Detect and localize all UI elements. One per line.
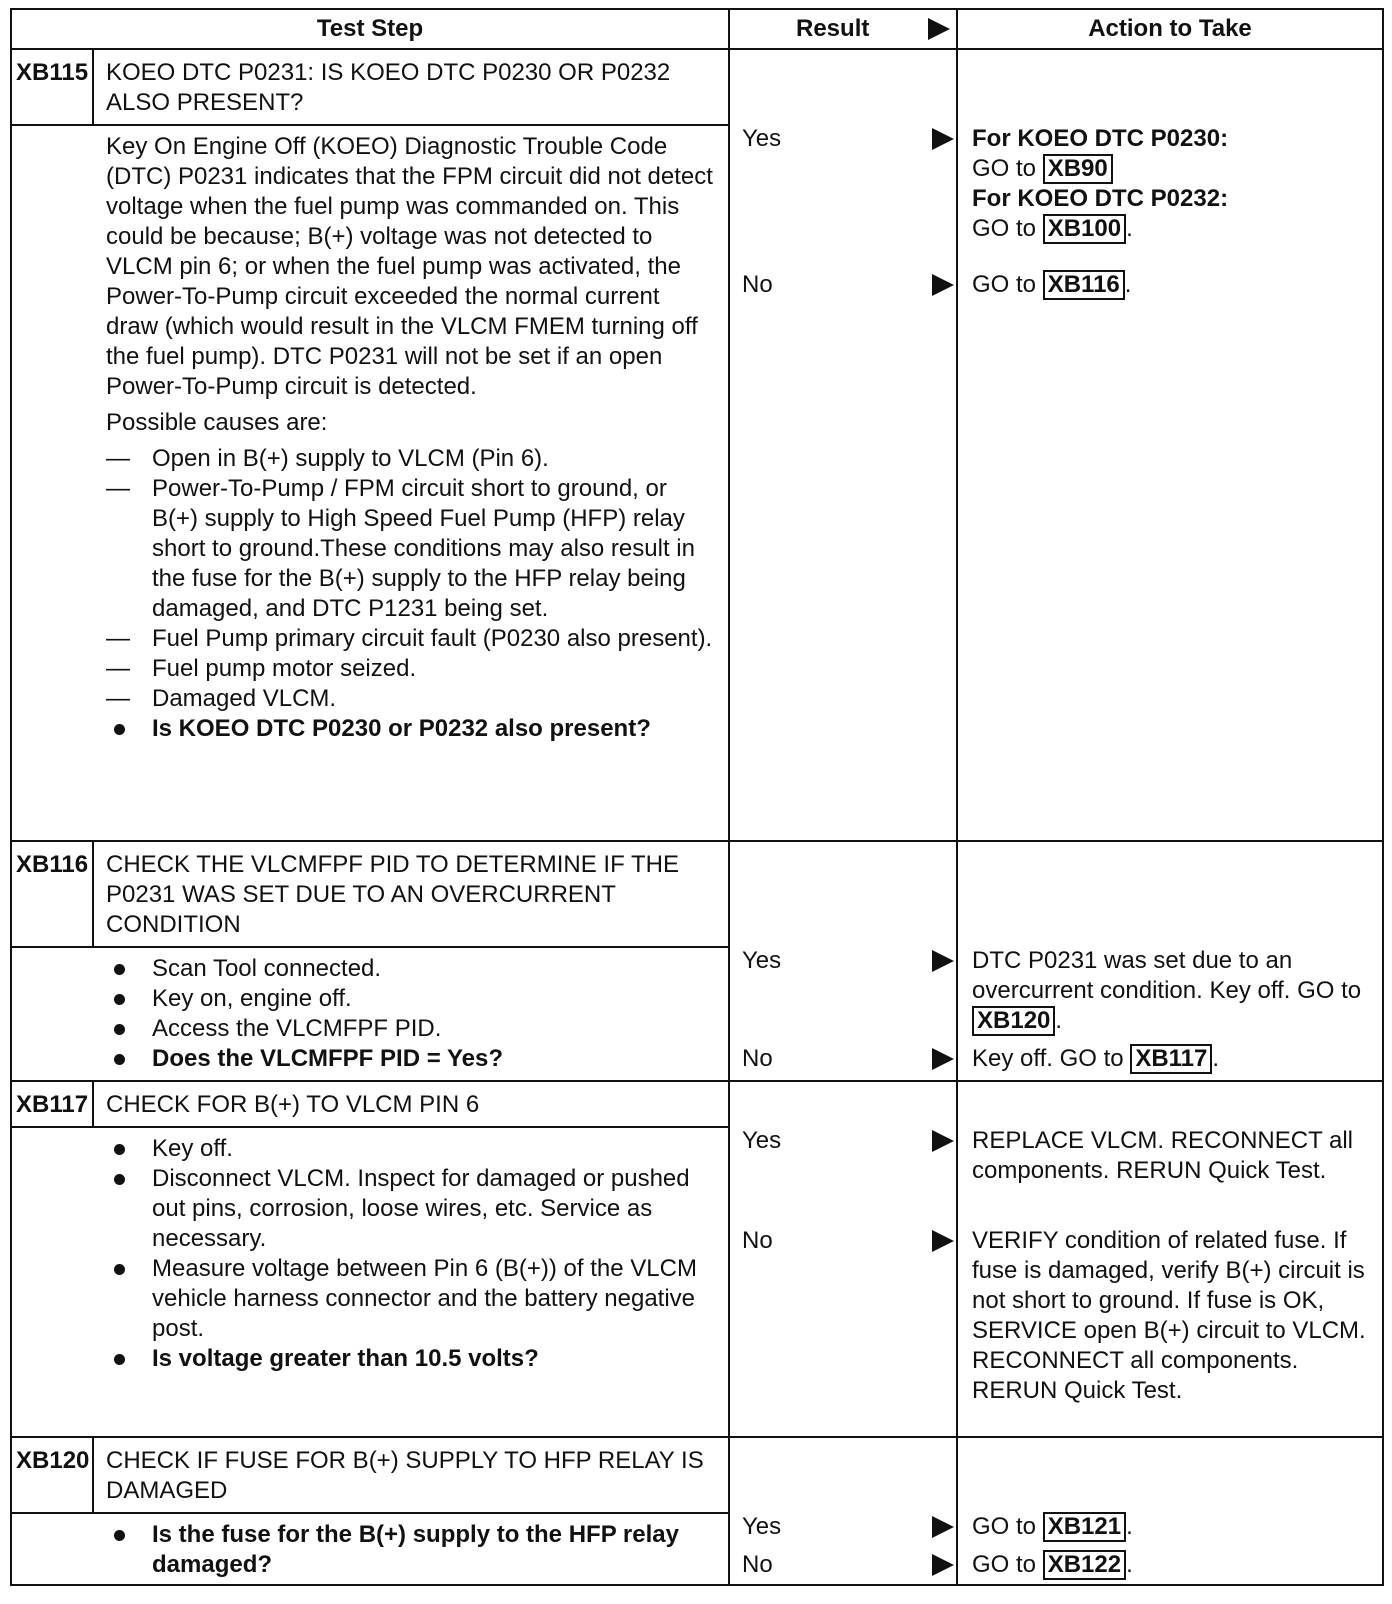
steps-list — [106, 1134, 718, 1374]
step-id: XB115 — [12, 50, 94, 124]
step-cell-xb115 — [11, 49, 729, 841]
arrow-right-icon — [932, 1048, 954, 1070]
step-body — [12, 1128, 728, 1378]
step-cell-xb120 — [11, 1437, 729, 1585]
arrow-right-icon — [932, 1230, 954, 1252]
result-yes — [742, 1512, 956, 1542]
action-yes — [972, 124, 1376, 244]
result-yes-label: Yes — [742, 125, 782, 152]
step-id: XB117 — [12, 1082, 94, 1126]
header-result — [729, 9, 957, 49]
goto-text: GO to — [972, 155, 1037, 182]
action-yes: DTC P0231 was set due to an overcurrent condition. Key off. GO to XB120 . — [972, 947, 1362, 1034]
step-question: Is voltage greater than 10.5 volts? — [106, 1344, 718, 1374]
arrow-right-icon — [932, 1130, 954, 1152]
goto-link[interactable]: XB100 — [1043, 214, 1126, 244]
step-question: Is the fuse for the B(+) supply to the HFP relay damaged? — [106, 1520, 718, 1580]
result-cell-xb115 — [729, 49, 957, 841]
action-cell-xb120 — [957, 1437, 1383, 1585]
list-item: Measure voltage between Pin 6 (B(+)) of the VLCM vehicle harness connector and the battery negative post. — [106, 1254, 718, 1344]
list-item: — Power-To-Pump / FPM circuit short to ground, or B(+) supply to High Speed Fuel Pump (HFP) relay short to ground.These conditions may also result in the fuse for the B(+) supply to the HFP relay being damaged, and DTC P1231 being set. — [106, 474, 718, 624]
step-question: Is KOEO DTC P0230 or P0232 also present? — [106, 714, 718, 744]
result-no-label: No — [742, 1045, 773, 1072]
result-yes — [742, 946, 956, 976]
question-list — [106, 714, 718, 744]
steps-list — [106, 954, 718, 1074]
action-yes-text: DTC P0231 was set due to an overcurrent condition. Key off. GO to — [972, 947, 1362, 1004]
result-yes — [742, 1126, 956, 1156]
step-question: Does the VLCMFPF PID = Yes? — [106, 1044, 718, 1074]
step-body — [12, 1514, 728, 1584]
arrow-right-icon — [932, 1516, 954, 1538]
list-item: Key off. — [106, 1134, 718, 1164]
result-yes-label: Yes — [742, 947, 782, 974]
list-item: Key on, engine off. — [106, 984, 718, 1014]
arrow-right-icon — [932, 128, 954, 150]
list-item: — Open in B(+) supply to VLCM (Pin 6). — [106, 444, 718, 474]
step-description: Key On Engine Off (KOEO) Diagnostic Trouble Code (DTC) P0231 indicates that the FPM circuit did not detect voltage when the fuel pump was commanded on. This could be because; B(+) voltage was not detected to VLCM pin 6; or when the fuel pump was activated, the Power-To-Pump circuit exceeded the normal current draw (which would result in the VLCM FMEM turning off the fuel pump). DTC P0231 will not be set if an open Power-To-Pump circuit is detected. — [106, 133, 713, 400]
step-title: CHECK FOR B(+) TO VLCM PIN 6 — [106, 1091, 480, 1118]
result-cell-xb116 — [729, 841, 957, 1081]
causes-list — [106, 444, 718, 714]
step-header — [12, 1438, 728, 1514]
list-item: Disconnect VLCM. Inspect for damaged or pushed out pins, corrosion, loose wires, etc. Service as necessary. — [106, 1164, 718, 1254]
step-title: CHECK THE VLCMFPF PID TO DETERMINE IF THE P0231 WAS SET DUE TO AN OVERCURRENT CONDITION — [106, 851, 679, 938]
goto-text: GO to — [972, 271, 1037, 298]
header-result-label: Result — [796, 15, 870, 42]
table-row — [11, 1081, 1383, 1437]
step-header — [12, 842, 728, 948]
result-no — [742, 1550, 956, 1580]
table-row — [11, 841, 1383, 1081]
list-item: Scan Tool connected. — [106, 954, 718, 984]
goto-link[interactable]: XB121 — [1043, 1512, 1126, 1542]
goto-text: GO to — [972, 1513, 1037, 1540]
table-row — [11, 49, 1383, 841]
result-yes-label: Yes — [742, 1513, 782, 1540]
goto-link[interactable]: XB116 — [1043, 270, 1125, 300]
step-title: KOEO DTC P0231: IS KOEO DTC P0230 OR P0232 ALSO PRESENT? — [106, 59, 671, 116]
result-cell-xb117 — [729, 1081, 957, 1437]
step-title: CHECK IF FUSE FOR B(+) SUPPLY TO HFP RELAY IS DAMAGED — [106, 1447, 704, 1504]
action-yes-label-2: For KOEO DTC P0232: — [972, 185, 1229, 212]
result-no — [742, 1044, 956, 1074]
action-no: VERIFY condition of related fuse. If fuse is damaged, verify B(+) circuit is not short to ground. If fuse is OK, SERVICE open B(+) circuit to VLCM. RECONNECT all components. RERUN Quick Test. — [972, 1227, 1366, 1404]
list-item: Access the VLCMFPF PID. — [106, 1014, 718, 1044]
result-no-label: No — [742, 1227, 773, 1254]
arrow-right-icon — [932, 274, 954, 296]
action-cell-xb115 — [957, 49, 1383, 841]
step-header — [12, 1082, 728, 1128]
result-yes-label: Yes — [742, 1127, 782, 1154]
action-no-text: Key off. GO to — [972, 1045, 1124, 1072]
goto-text: GO to — [972, 1551, 1037, 1578]
step-body — [12, 126, 728, 748]
action-no: Key off. GO to XB117 . — [972, 1045, 1220, 1072]
action-yes-goto-1 — [972, 154, 1376, 184]
causes-label: Possible causes are: — [106, 409, 328, 436]
goto-link[interactable]: XB122 — [1043, 1550, 1126, 1580]
step-id: XB116 — [12, 842, 94, 946]
action-cell-xb116 — [957, 841, 1383, 1081]
result-no — [742, 1226, 956, 1256]
action-cell-xb117 — [957, 1081, 1383, 1437]
result-cell-xb120 — [729, 1437, 957, 1585]
arrow-right-icon — [932, 1554, 954, 1576]
action-yes: GO to XB121 . — [972, 1513, 1133, 1540]
list-item: — Fuel Pump primary circuit fault (P0230 also present). — [106, 624, 718, 654]
step-id: XB120 — [12, 1438, 94, 1512]
list-item: — Fuel pump motor seized. — [106, 654, 718, 684]
goto-link[interactable]: XB120 — [972, 1006, 1055, 1036]
arrow-right-icon — [932, 950, 954, 972]
result-no-label: No — [742, 1551, 773, 1578]
diagnostic-page — [10, 8, 1382, 1586]
step-header — [12, 50, 728, 126]
action-yes-label-1: For KOEO DTC P0230: — [972, 125, 1229, 152]
table-header-row — [11, 9, 1383, 49]
action-no: GO to XB116 . — [972, 271, 1132, 298]
steps-list — [106, 1520, 718, 1580]
goto-link[interactable]: XB90 — [1043, 154, 1113, 184]
result-yes — [742, 124, 956, 154]
step-cell-xb117 — [11, 1081, 729, 1437]
header-test-step: Test Step — [11, 9, 729, 49]
action-yes: REPLACE VLCM. RECONNECT all components. RERUN Quick Test. — [972, 1127, 1353, 1184]
arrow-right-icon — [928, 18, 950, 40]
action-yes-goto-2: GO to XB100 . — [972, 215, 1133, 242]
step-body — [12, 948, 728, 1078]
table-row — [11, 1437, 1383, 1585]
header-action: Action to Take — [957, 9, 1383, 49]
goto-text: GO to — [972, 215, 1037, 242]
action-no: GO to XB122 . — [972, 1551, 1133, 1578]
list-item: — Damaged VLCM. — [106, 684, 718, 714]
goto-link[interactable]: XB117 — [1130, 1044, 1212, 1074]
result-no — [742, 270, 956, 300]
result-no-label: No — [742, 271, 773, 298]
diagnostic-table — [10, 8, 1384, 1586]
step-cell-xb116 — [11, 841, 729, 1081]
